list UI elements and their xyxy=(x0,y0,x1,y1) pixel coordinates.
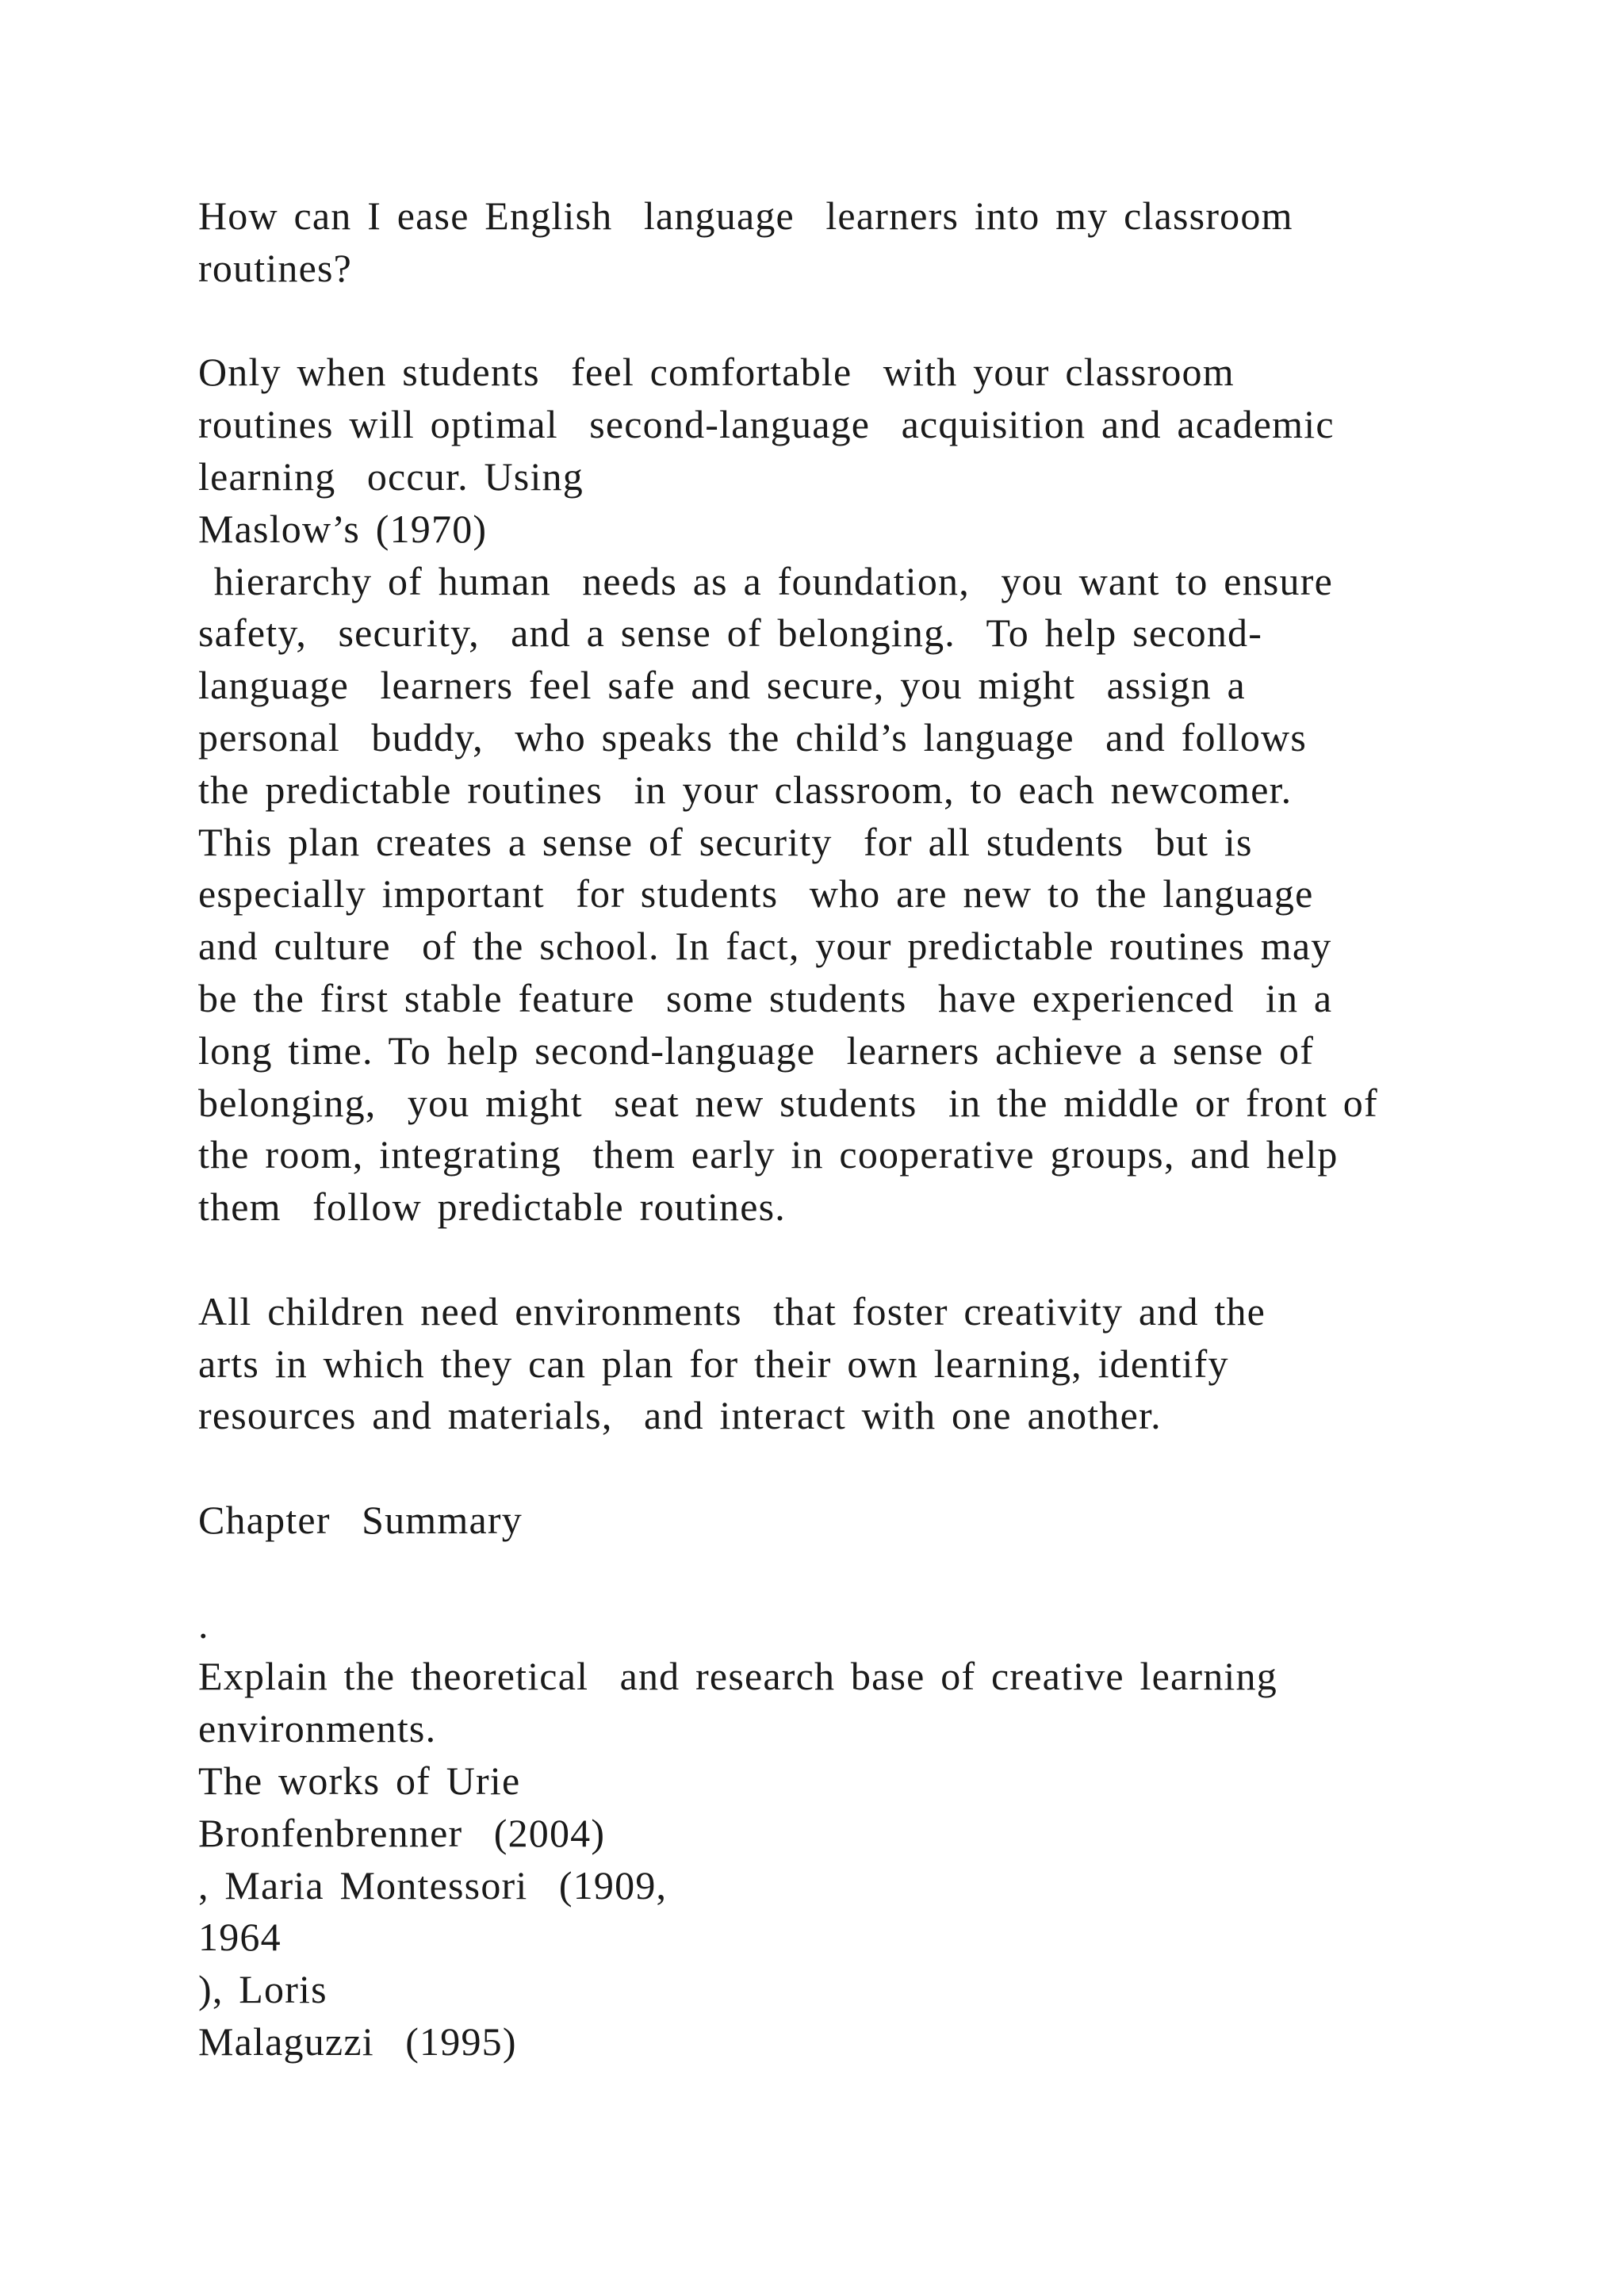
section-heading: Chapter Summary xyxy=(198,1497,523,1542)
blank-line xyxy=(198,1547,1467,1599)
text-line: . xyxy=(198,1601,209,1647)
text-line: Maslow’s (1970) xyxy=(198,506,488,551)
text-line: routines will optimal second-language acquisition and academic xyxy=(198,402,1335,447)
document-page xyxy=(198,190,1467,2068)
text-line: resources and materials, and interact with one another. xyxy=(198,1393,1162,1438)
text-line: be the first stable feature some students have experienced in a xyxy=(198,975,1333,1020)
text-line: and culture of the school. In fact, your predictable routines may xyxy=(198,924,1332,969)
text-line: All children need environments that foster creativity and the xyxy=(198,1288,1266,1334)
text-line: Only when students feel comfortable with your classroom xyxy=(198,350,1235,395)
text-line: hierarchy of human needs as a foundation, you want to ensure xyxy=(198,558,1333,603)
text-line: Explain the theoretical and research base of creative learning xyxy=(198,1654,1277,1699)
text-line: especially important for students who are new to the language xyxy=(198,871,1314,916)
text-line: safety, security, and a sense of belonging. To help second- xyxy=(198,610,1263,656)
text-line: Malaguzzi (1995) xyxy=(198,2019,517,2064)
text-line: belonging, you might seat new students in the middle or front of xyxy=(198,1080,1378,1125)
text-line: the room, integrating them early in cooperative groups, and help xyxy=(198,1132,1339,1177)
text-line: This plan creates a sense of security for all students but is xyxy=(198,819,1253,864)
text-line: , Maria Montessori (1909, xyxy=(198,1862,668,1908)
text-line: learning occur. Using xyxy=(198,453,584,499)
blank-line xyxy=(198,1442,1467,1494)
text-line: arts in which they can plan for their own learning, identify xyxy=(198,1341,1229,1386)
blank-line xyxy=(198,1234,1467,1286)
text-line: the predictable routines in your classroom, to each newcomer. xyxy=(198,767,1293,812)
text-line: The works of Urie xyxy=(198,1758,521,1803)
text-line: 1964 xyxy=(198,1915,282,1960)
text-line: routines? xyxy=(198,245,353,290)
text-line: environments. xyxy=(198,1706,437,1751)
text-line: ), Loris xyxy=(198,1967,327,2012)
blank-line xyxy=(198,295,1467,347)
text-line: them follow predictable routines. xyxy=(198,1184,786,1230)
text-line: How can I ease English language learners into my classroom xyxy=(198,193,1293,238)
text-line: Bronfenbrenner (2004) xyxy=(198,1810,606,1855)
text-line: personal buddy, who speaks the child’s language and follows xyxy=(198,714,1308,760)
text-line: long time. To help second-language learners achieve a sense of xyxy=(198,1027,1315,1073)
text-line: language learners feel safe and secure, you might assign a xyxy=(198,663,1246,708)
